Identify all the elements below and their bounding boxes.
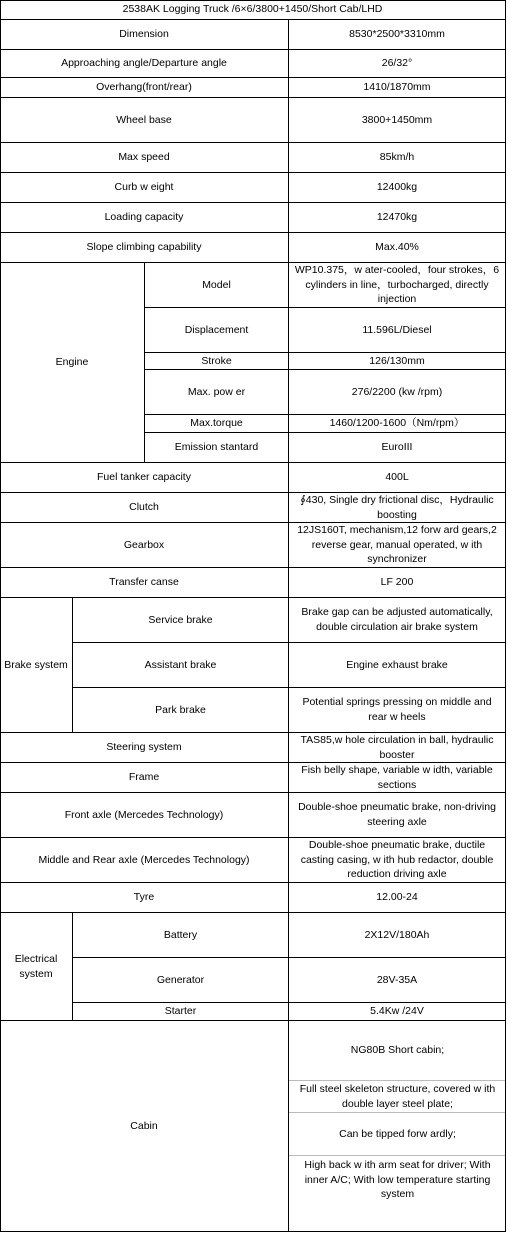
torque-label: Max.torque xyxy=(145,415,289,433)
curb-weight-label: Curb w eight xyxy=(0,173,289,203)
rear-axle-value: Double-shoe pneumatic brake, ductile casting casing, w ith hub redactor, double reduction driving axle xyxy=(289,838,506,883)
transfer-value: LF 200 xyxy=(289,568,506,598)
curb-weight-value: 12400kg xyxy=(289,173,506,203)
cabin-item: Full steel skeleton structure, covered w ith double layer steel plate; xyxy=(289,1081,506,1113)
transfer-label: Transfer canse xyxy=(0,568,289,598)
gearbox-label: Gearbox xyxy=(0,523,289,568)
fuel-value: 400L xyxy=(289,463,506,493)
service-brake-label: Service brake xyxy=(73,598,289,643)
frame-value: Fish belly shape, variable w idth, variable sections xyxy=(289,763,506,793)
stroke-label: Stroke xyxy=(145,353,289,370)
tyre-label: Tyre xyxy=(0,883,289,913)
speed-value: 85km/h xyxy=(289,143,506,173)
steering-value: TAS85,w hole circulation in ball, hydraulic booster xyxy=(289,733,506,763)
rear-axle-label: Middle and Rear axle (Mercedes Technology) xyxy=(0,838,289,883)
loading-label: Loading capacity xyxy=(0,203,289,233)
front-axle-value: Double-shoe pneumatic brake, non-driving steering axle xyxy=(289,793,506,838)
emission-label: Emission stantard xyxy=(145,433,289,463)
generator-label: Generator xyxy=(73,958,289,1003)
cabin-value-cell xyxy=(289,1021,506,1232)
cabin-item: High back w ith arm seat for driver; With inner A/C; With low temperature starting system xyxy=(304,1159,491,1201)
assistant-brake-label: Assistant brake xyxy=(73,643,289,688)
fuel-label: Fuel tanker capacity xyxy=(0,463,289,493)
cabin-item: Can be tipped forw ardly; xyxy=(289,1113,506,1156)
generator-value: 28V-35A xyxy=(289,958,506,1003)
park-brake-label: Park brake xyxy=(73,688,289,733)
emission-value: EuroIII xyxy=(289,433,506,463)
clutch-value: ∮430, Single dry frictional disc，Hydraulic boosting xyxy=(289,493,506,523)
service-brake-value: Brake gap can be adjusted automatically, double circulation air brake system xyxy=(289,598,506,643)
battery-value: 2X12V/180Ah xyxy=(289,913,506,958)
overhang-label: Overhang(front/rear) xyxy=(0,78,289,98)
assistant-brake-value: Engine exhaust brake xyxy=(289,643,506,688)
wheelbase-value: 3800+1450mm xyxy=(289,98,506,143)
slope-label: Slope climbing capability xyxy=(0,233,289,263)
brake-system-label: Brake system xyxy=(0,598,73,733)
cabin-label: Cabin xyxy=(0,1021,289,1232)
torque-value: 1460/1200-1600（Nm/rpm） xyxy=(289,415,506,433)
speed-label: Max speed xyxy=(0,143,289,173)
starter-value: 5.4Kw /24V xyxy=(289,1003,506,1021)
engine-label: Engine xyxy=(0,263,145,463)
front-axle-label: Front axle (Mercedes Technology) xyxy=(0,793,289,838)
engine-model-label: Model xyxy=(145,263,289,308)
dimension-value: 8530*2500*3310mm xyxy=(289,20,506,50)
tyre-value: 12.00-24 xyxy=(289,883,506,913)
displacement-value: 11.596L/Diesel xyxy=(289,308,506,353)
dimension-label: Dimension xyxy=(0,20,289,50)
overhang-value: 1410/1870mm xyxy=(289,78,506,98)
slope-value: Max.40% xyxy=(289,233,506,263)
starter-label: Starter xyxy=(73,1003,289,1021)
displacement-label: Displacement xyxy=(145,308,289,353)
power-value: 276/2200 (kw /rpm) xyxy=(289,370,506,415)
frame-label: Frame xyxy=(0,763,289,793)
gearbox-value: 12JS160T, mechanism,12 forw ard gears,2 reverse gear, manual operated, w ith synchronizer xyxy=(289,523,506,568)
park-brake-value: Potential springs pressing on middle and rear w heels xyxy=(289,688,506,733)
angle-value: 26/32° xyxy=(289,50,506,78)
wheelbase-label: Wheel base xyxy=(0,98,289,143)
angle-label: Approaching angle/Departure angle xyxy=(0,50,289,78)
steering-label: Steering system xyxy=(0,733,289,763)
loading-value: 12470kg xyxy=(289,203,506,233)
clutch-label: Clutch xyxy=(0,493,289,523)
table-title: 2538AK Logging Truck /6×6/3800+1450/Short Cab/LHD xyxy=(0,0,506,20)
battery-label: Battery xyxy=(73,913,289,958)
stroke-value: 126/130mm xyxy=(289,353,506,370)
engine-model-value: WP10.375，w ater-cooled，four strokes，6 cylinders in line，turbocharged, directly injection xyxy=(289,263,506,308)
power-label: Max. pow er xyxy=(145,370,289,415)
cabin-item: NG80B Short cabin; xyxy=(289,1021,506,1081)
electrical-system-label: Electrical system xyxy=(0,913,73,1021)
